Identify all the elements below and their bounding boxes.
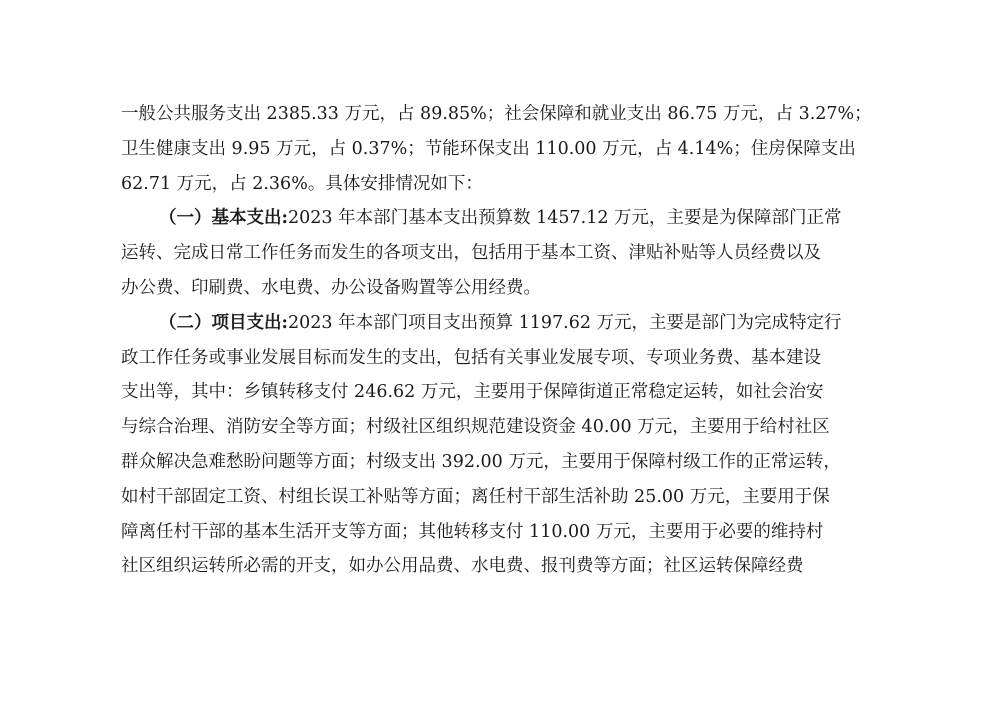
text-line: 政工作任务或事业发展目标而发生的支出，包括有关事业发展专项、专项业务费、基本建设 bbox=[121, 347, 821, 368]
section-basic-expenditure bbox=[121, 201, 881, 236]
text-line: 62.71 万元，占 2.36%。具体安排情况如下： bbox=[121, 173, 483, 194]
text-line: 一般公共服务支出 2385.33 万元，占 89.85%；社会保障和就业支出 86.75 万元，占 3.27%； bbox=[121, 104, 872, 124]
text-line: 办公费、印刷费、水电费、办公设备购置等公用经费。 bbox=[121, 277, 541, 298]
section-heading: （一）基本支出: bbox=[159, 208, 288, 229]
text-run: 2023 年本部门基本支出预算数 1457.12 万元，主要是为保障部门正常 bbox=[287, 208, 842, 229]
body-text bbox=[121, 97, 881, 584]
text-line: 障离任村干部的基本生活开支等方面；其他转移支付 110.00 万元，主要用于必要的维持村 bbox=[121, 521, 824, 542]
section-project-expenditure bbox=[121, 306, 881, 341]
text-line: 与综合治理、消防安全等方面；村级社区组织规范建设资金 40.00 万元，主要用于给村社区 bbox=[121, 417, 830, 438]
text-line: 卫生健康支出 9.95 万元，占 0.37%；节能环保支出 110.00 万元，占 4.14%；住房保障支出 bbox=[121, 138, 856, 159]
text-run: 2023 年本部门项目支出预算 1197.62 万元，主要是部门为完成特定行 bbox=[287, 312, 842, 333]
text-line: 群众解决急难愁盼问题等方面；村级支出 392.00 万元，主要用于保障村级工作的正常运转， bbox=[121, 451, 841, 472]
section-heading: （二）项目支出: bbox=[159, 312, 288, 333]
text-line: 社区组织运转所必需的开支，如办公用品费、水电费、报刊费等方面；社区运转保障经费 bbox=[121, 556, 804, 577]
text-line: 如村干部固定工资、村组长误工补贴等方面；离任村干部生活补助 25.00 万元，主要用于保 bbox=[121, 486, 830, 507]
text-line: 运转、完成日常工作任务而发生的各项支出，包括用于基本工资、津贴补贴等人员经费以及 bbox=[121, 243, 821, 264]
text-line: 支出等，其中：乡镇转移支付 246.62 万元，主要用于保障街道正常稳定运转，如社会治安 bbox=[121, 382, 824, 403]
